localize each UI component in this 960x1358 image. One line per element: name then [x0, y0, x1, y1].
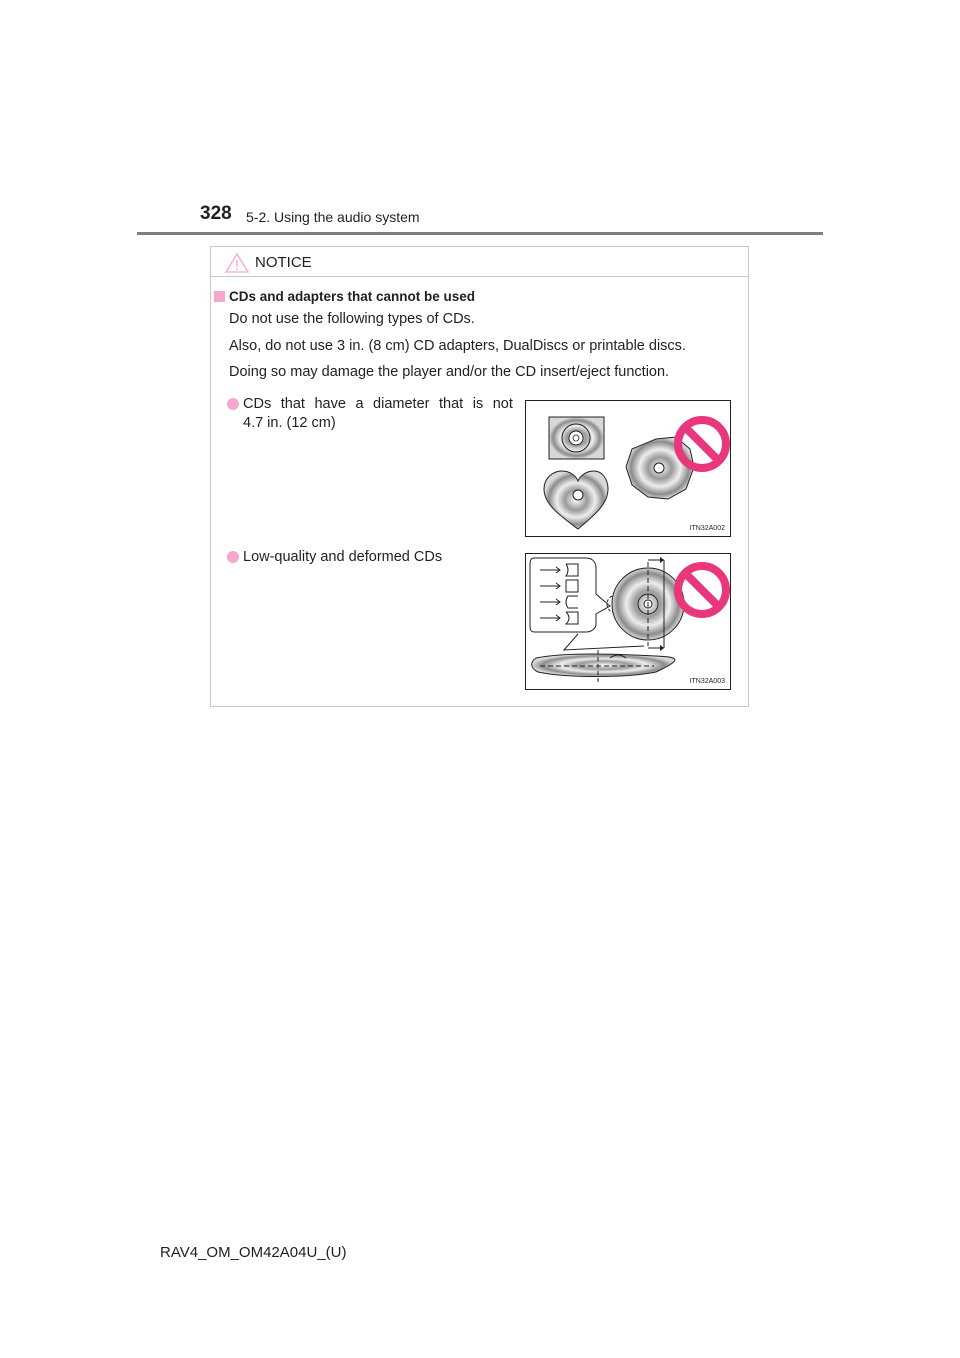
list-item-text: Low-quality and deformed CDs [243, 549, 443, 565]
notice-header [211, 247, 748, 277]
figure-code: ITN32A003 [689, 678, 725, 685]
word: a [355, 396, 364, 412]
document-id: RAV4_OM_OM42A04U_(U) [160, 1244, 347, 1261]
circle-bullet-icon [227, 398, 239, 410]
notice-paragraph: Doing so may damage the player and/or the CD insert/eject function. [229, 364, 670, 380]
word: CDs [243, 396, 272, 412]
prohibition-icon [678, 566, 726, 614]
figure-odd-shaped-cds [525, 400, 731, 537]
notice-paragraph: Also, do not use 3 in. (8 cm) CD adapters, DualDiscs or printable discs. [229, 338, 686, 354]
list-item-line: 4.7 in. (12 cm) [243, 415, 336, 431]
word: that [439, 396, 464, 412]
header-rule [137, 232, 823, 235]
word: have [314, 396, 346, 412]
page-number: 328 [200, 203, 232, 224]
section-title: 5-2. Using the audio system [246, 209, 420, 225]
list-item-line [243, 395, 513, 414]
word: not [492, 396, 513, 412]
list-item-text [243, 395, 513, 433]
figure-code: ITN32A002 [689, 525, 725, 532]
warning-triangle-icon [225, 253, 249, 273]
odd-shaped-cds-illustration [526, 401, 731, 537]
word: diameter [373, 396, 430, 412]
notice-title: NOTICE [255, 254, 312, 271]
notice-paragraph: Do not use the following types of CDs. [229, 311, 475, 327]
figure-deformed-cds [525, 553, 731, 690]
square-bullet-icon [214, 291, 225, 302]
notice-section-heading: CDs and adapters that cannot be used [229, 289, 476, 304]
word: is [472, 396, 484, 412]
deformed-cds-illustration [526, 554, 731, 690]
prohibition-icon [678, 420, 726, 468]
circle-bullet-icon [227, 551, 239, 563]
word: that [280, 396, 305, 412]
